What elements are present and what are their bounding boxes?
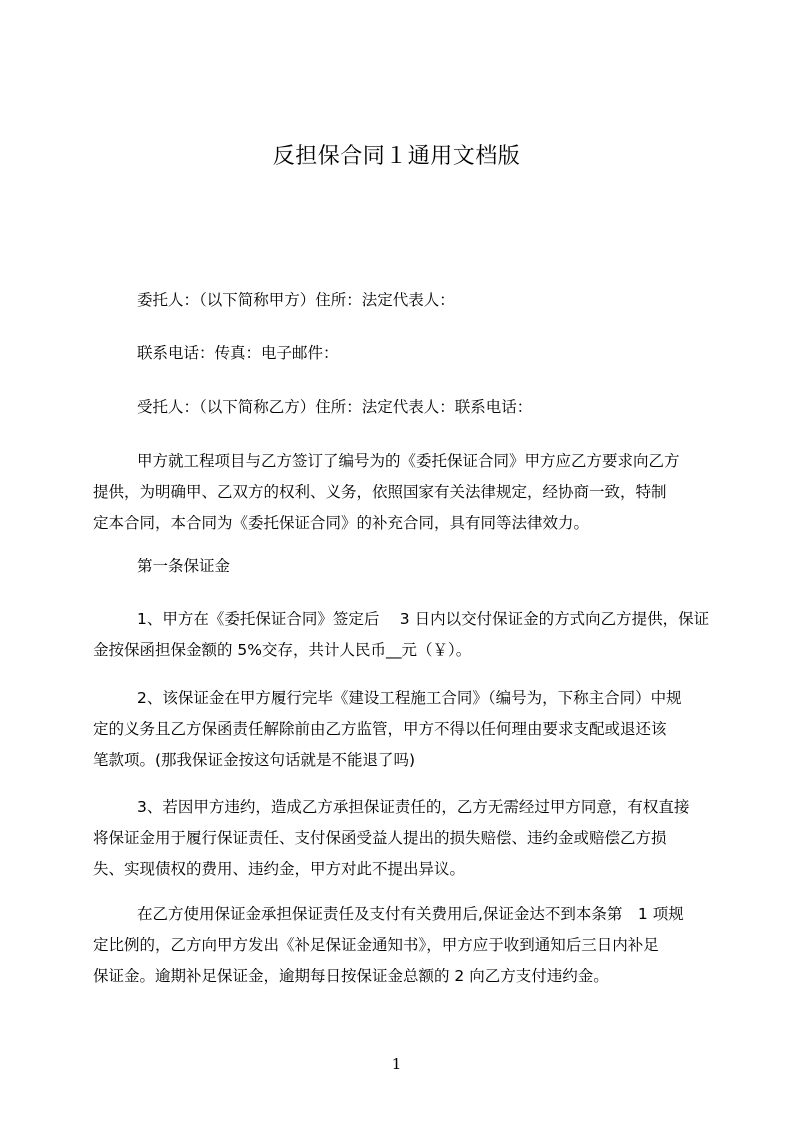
intro-paragraph xyxy=(93,446,713,539)
clause-4-line-1: 在乙方使用保证金承担保证责任及支付有关费用后,保证金达不到本条第 1 项规 xyxy=(137,905,684,923)
intro-line-2: 提供，为明确甲、乙双方的权利、义务，依照国家有关法律规定，经协商一致，特制 xyxy=(93,483,667,501)
contact-line: 联系电话：传真：电子邮件： xyxy=(137,344,339,362)
intro-line-1: 甲方就工程项目与乙方签订了编号为的《委托保证合同》甲方应乙方要求向乙方 xyxy=(137,452,680,470)
clause-3-line-2: 将保证金用于履行保证责任、支付保函受益人提出的损失赔偿、违约金或赔偿乙方损 xyxy=(93,829,667,847)
clause-3-paragraph xyxy=(93,792,713,885)
clause-2-line-1: 2、该保证金在甲方履行完毕《建设工程施工合同》（编号为，下称主合同）中规 xyxy=(137,689,682,707)
party-a-line: 委托人：（以下简称甲方）住所：法定代表人： xyxy=(137,291,455,309)
clause-2-paragraph xyxy=(93,683,713,776)
clause-3-line-3: 失、实现债权的费用、违约金，甲方对此不提出异议。 xyxy=(93,860,466,878)
document-title: 反担保合同１通用文档版 xyxy=(272,144,521,169)
clause-4-paragraph xyxy=(93,899,713,992)
clause-3-line-1: 3、若因甲方违约，造成乙方承担保证责任的，乙方无需经过甲方同意，有权直接 xyxy=(137,798,690,816)
article-1-heading: 第一条保证金 xyxy=(137,557,231,575)
page-number: 1 xyxy=(391,1055,402,1073)
intro-line-3: 定本合同，本合同为《委托保证合同》的补充合同，具有同等法律效力。 xyxy=(93,514,590,532)
clause-4-line-2: 定比例的，乙方向甲方发出《补足保证金通知书》，甲方应于收到通知后三日内补足 xyxy=(93,936,659,954)
party-b-line: 受托人：（以下简称乙方）住所：法定代表人：联系电话： xyxy=(137,398,533,416)
clause-4-line-3: 保证金。逾期补足保证金，逾期每日按保证金总额的 2 向乙方支付违约金。 xyxy=(93,967,609,985)
clause-2-line-3: 笔款项。(那我保证金按这句话就是不能退了吗) xyxy=(93,751,416,769)
clause-1-line-1: 1、甲方在《委托保证合同》签定后 3 日内以交付保证金的方式向乙方提供，保证 xyxy=(137,610,710,628)
clause-1-paragraph xyxy=(93,604,713,666)
clause-2-line-2: 定的义务且乙方保函责任解除前由乙方监管，甲方不得以任何理由要求支配或退还该 xyxy=(93,720,667,738)
clause-1-line-2: 金按保函担保金额的 5%交存，共计人民币__元（￥）。 xyxy=(93,641,472,659)
